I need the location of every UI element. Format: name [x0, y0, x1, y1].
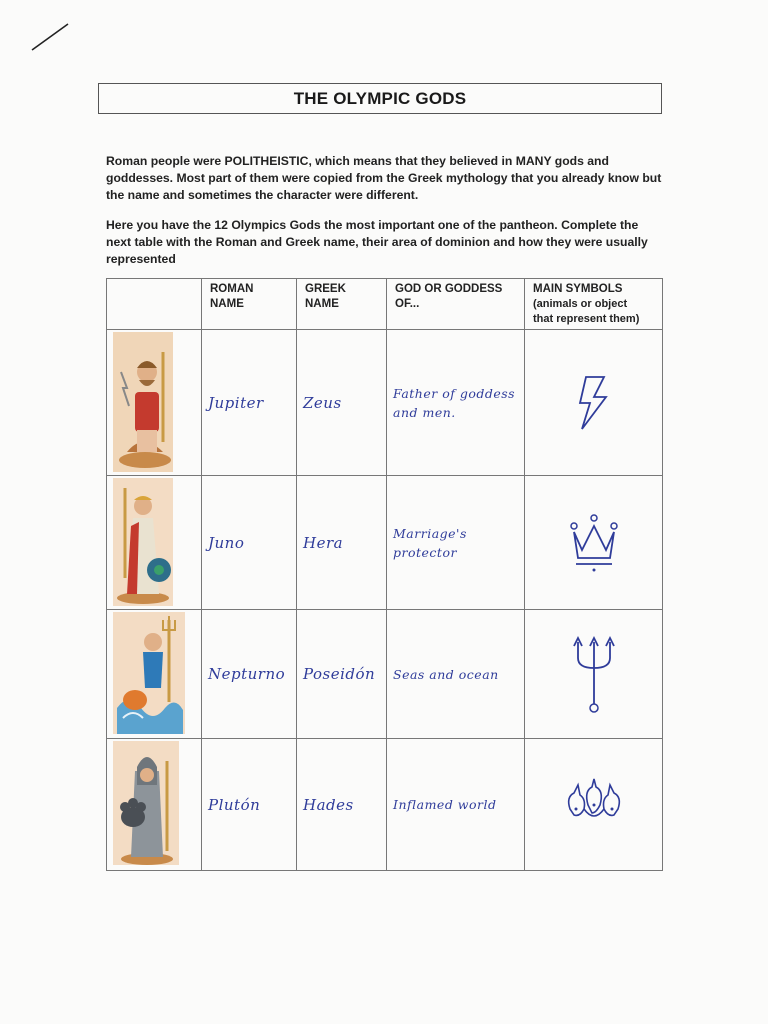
greek-name-cell: Hades — [297, 739, 387, 871]
pen-stroke-mark — [28, 20, 72, 54]
image-column-header — [107, 279, 202, 330]
symbols-header: MAIN SYMBOLS (animals or object that represent them) — [525, 279, 663, 330]
table-row — [107, 739, 663, 871]
roman-name-header: ROMAN NAME — [202, 279, 297, 330]
greek-name-cell: Zeus — [297, 330, 387, 476]
roman-name-cell: Jupiter — [202, 330, 297, 476]
trident-icon — [572, 634, 616, 714]
three-headed-dog-icon — [562, 775, 626, 835]
pluto-figurine-image — [107, 739, 202, 871]
greek-name-cell: Poseidón — [297, 610, 387, 739]
juno-figurine-image — [107, 476, 202, 610]
lightning-bolt-icon — [574, 373, 614, 433]
table-header-row — [107, 279, 663, 330]
table-row — [107, 610, 663, 739]
greek-name-header: GREEK NAME — [297, 279, 387, 330]
domain-header: GOD OR GODDESS OF... — [387, 279, 525, 330]
greek-name-cell: Hera — [297, 476, 387, 610]
gods-table — [106, 278, 663, 871]
symbol-cell — [525, 610, 663, 739]
domain-cell: Marriage's protector — [387, 476, 525, 610]
domain-cell: Father of goddess and men. — [387, 330, 525, 476]
roman-name-cell: Plutón — [202, 739, 297, 871]
page-title: THE OLYMPIC GODS — [98, 83, 662, 114]
roman-name-cell: Juno — [202, 476, 297, 610]
table-row — [107, 330, 663, 476]
table-row — [107, 476, 663, 610]
roman-name-cell: Nepturno — [202, 610, 297, 739]
symbol-cell — [525, 330, 663, 476]
crown-icon — [568, 512, 620, 574]
neptune-figurine-image — [107, 610, 202, 739]
instructions-paragraph: Here you have the 12 Olympics Gods the most important one of the pantheon. Complete the next table with the Roman and Greek name, their area of dominion and how they were usually represented — [106, 218, 648, 266]
domain-cell: Inflamed world — [387, 739, 525, 871]
intro-paragraph: Roman people were POLITHEISTIC, which means that they believed in MANY gods and goddesses. Most part of them were copied from the Greek mythology that you already know but the name and sometimes the character were different. — [106, 154, 662, 202]
symbol-cell — [525, 476, 663, 610]
symbol-cell — [525, 739, 663, 871]
domain-cell: Seas and ocean — [387, 610, 525, 739]
jupiter-figurine-image — [107, 330, 202, 476]
